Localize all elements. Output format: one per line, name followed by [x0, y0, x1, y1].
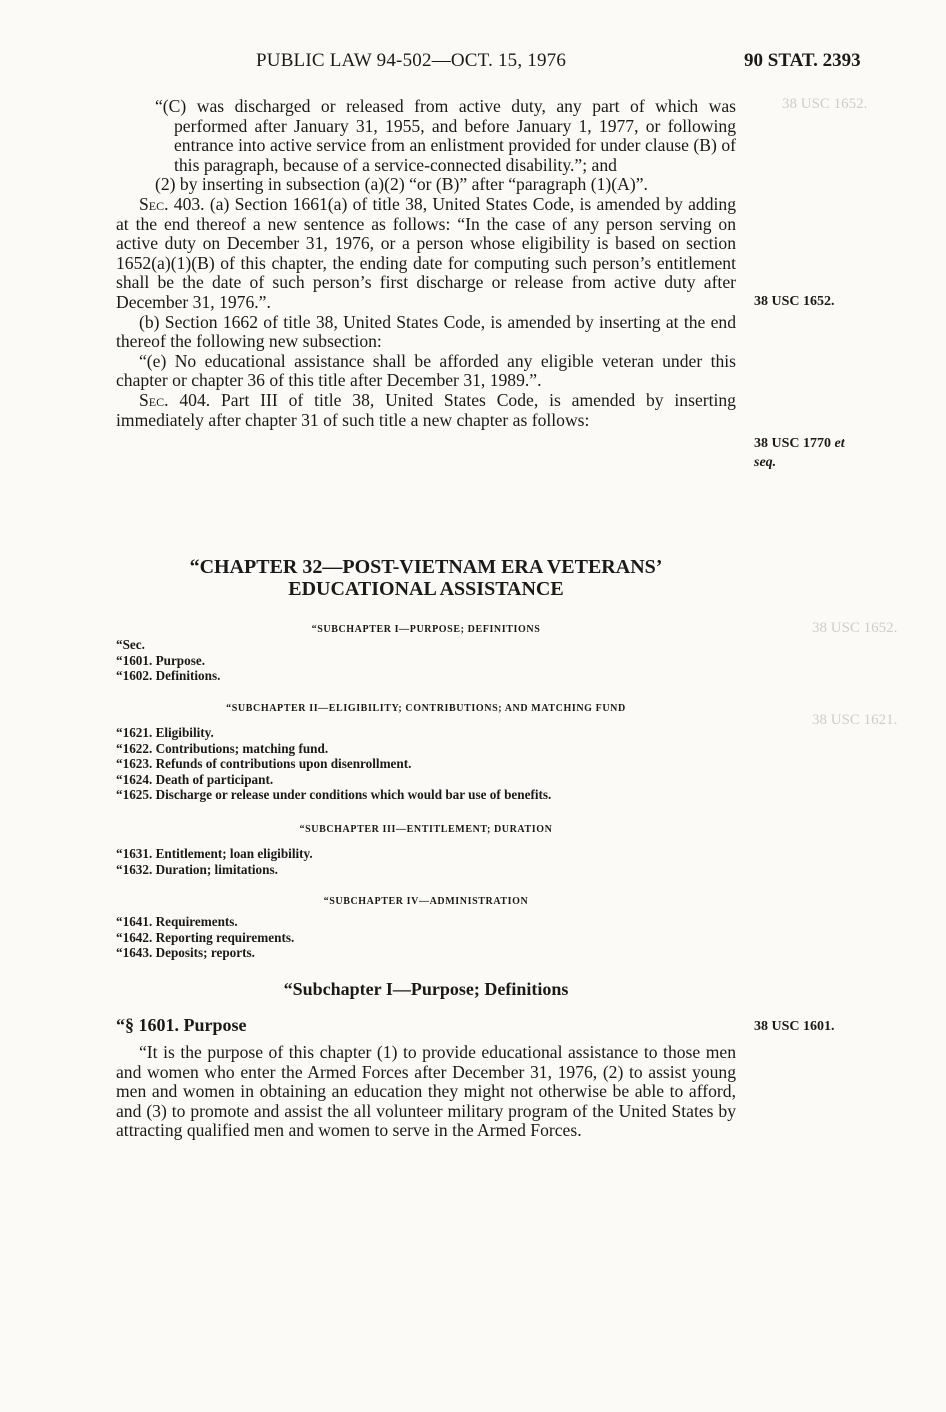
bleed-through-note: 38 USC 1621. [812, 712, 898, 728]
toc-item: “1602. Definitions. [116, 668, 221, 684]
toc-item: “1632. Duration; limitations. [116, 861, 278, 877]
margin-citation-et: et [834, 436, 845, 451]
margin-citation-seq-text: seq. [754, 455, 777, 470]
chapter-title [116, 556, 736, 600]
section-404-text: 404. Part III of title 38, United States Code, is amended by inserting immediately after chapter 31 of such title a new chapter as follows: [116, 389, 736, 430]
toc-subchapter-4-heading: “SUBCHAPTER IV—ADMINISTRATION [323, 896, 529, 907]
toc-list-subchapter-1 [116, 637, 220, 684]
subchapter-title: “Subchapter I—Purpose; Definitions [283, 979, 569, 999]
chapter-title-line1: “CHAPTER 32—POST-VIETNAM ERA VETERANS’ [189, 556, 663, 578]
toc-item: “Sec. [116, 637, 145, 652]
toc-item: “1631. Entitlement; loan eligibility. [116, 846, 313, 861]
statute-page-number: 90 STAT. 2393 [744, 50, 861, 71]
toc-item: “1641. Requirements. [116, 914, 238, 929]
toc-item: “1643. Deposits; reports. [116, 945, 255, 961]
section-title: “§ 1601. Purpose [116, 1015, 247, 1035]
section-403b-paragraph: (b) Section 1662 of title 38, United States Code, is amended by inserting at the end thereof the following new subsection: [116, 311, 736, 352]
toc-subchapter-1-heading: “SUBCHAPTER I—PURPOSE; DEFINITIONS [311, 624, 541, 635]
chapter-title-line2: EDUCATIONAL ASSISTANCE [288, 578, 564, 600]
section-403-paragraph [116, 195, 736, 313]
margin-citation-seq [754, 455, 776, 471]
toc-item: “1625. Discharge or release under conditions which would bar use of benefits. [116, 787, 552, 803]
toc-item: “1622. Contributions; matching fund. [116, 740, 329, 756]
running-header-title: PUBLIC LAW 94-502—OCT. 15, 1976 [256, 50, 567, 71]
toc-list-subchapter-4 [116, 914, 294, 961]
clause-c-paragraph: “(C) was discharged or released from active duty, any part of which was performed after January 31, 1955, and before January 1, 1977, or following entrance into active service from an enlistment provided for under clause (B) of this paragraph, because of a service-connected disability.”; and [155, 96, 736, 175]
toc-item: “1621. Eligibility. [116, 725, 214, 740]
toc-subchapter-3-heading: “SUBCHAPTER III—ENTITLEMENT; DURATION [299, 824, 553, 835]
toc-item: “1601. Purpose. [116, 652, 206, 668]
toc-subchapter-2-heading: “SUBCHAPTER II—ELIGIBILITY; CONTRIBUTIONS; AND MATCHING FUND [226, 703, 626, 714]
toc-list-subchapter-3 [116, 846, 313, 877]
bleed-through-note: 38 USC 1652. [812, 620, 898, 636]
toc-item: “1642. Reporting requirements. [116, 929, 295, 945]
margin-citation: 38 USC 1652. [754, 294, 835, 309]
section-403-text: 403. (a) Section 1661(a) of title 38, United States Code, is amended by adding at the end thereof a new sentence as follows: “In the case of any person serving on active duty on December 31, 1976, or a person whose eligibility is based on section 1652(a)(1)(B) of this chapter, the ending date for computing such person’s entitlement shall be the date of such person’s first discharge or release from active duty after December 31, 1976.”. [116, 193, 736, 312]
section-404-paragraph [116, 391, 736, 430]
toc-item: “1624. Death of participant. [116, 771, 274, 787]
bleed-through-note: 38 USC 1652. [782, 96, 868, 112]
text-block-upper [116, 97, 736, 430]
amendment-2-paragraph: (2) by inserting in subsection (a)(2) “or (B)” after “paragraph (1)(A)”. [155, 174, 648, 195]
margin-citation-main: 38 USC 1770 [754, 436, 832, 451]
purpose-paragraph: “It is the purpose of this chapter (1) to provide educational assistance to those men and women who enter the Armed Forces after December 31, 1976, (2) to assist young men and women in obtaining an education they might not otherwise be able to afford, and (3) to promote and assist the all volunteer military program of the United States by attracting qualified men and women to serve in the Armed Forces. [116, 1042, 736, 1141]
sec-label: Sec. [139, 389, 169, 410]
toc-list-subchapter-2 [116, 725, 551, 803]
margin-citation: 38 USC 1601. [754, 1019, 835, 1034]
sec-label: Sec. [139, 193, 169, 214]
toc-item: “1623. Refunds of contributions upon disenrollment. [116, 756, 412, 772]
subsection-e-paragraph: “(e) No educational assistance shall be afforded any eligible veteran under this chapter or chapter 36 of this title after December 31, 1989.”. [116, 350, 736, 391]
text-block-lower [116, 1043, 736, 1141]
margin-citation [754, 436, 845, 452]
